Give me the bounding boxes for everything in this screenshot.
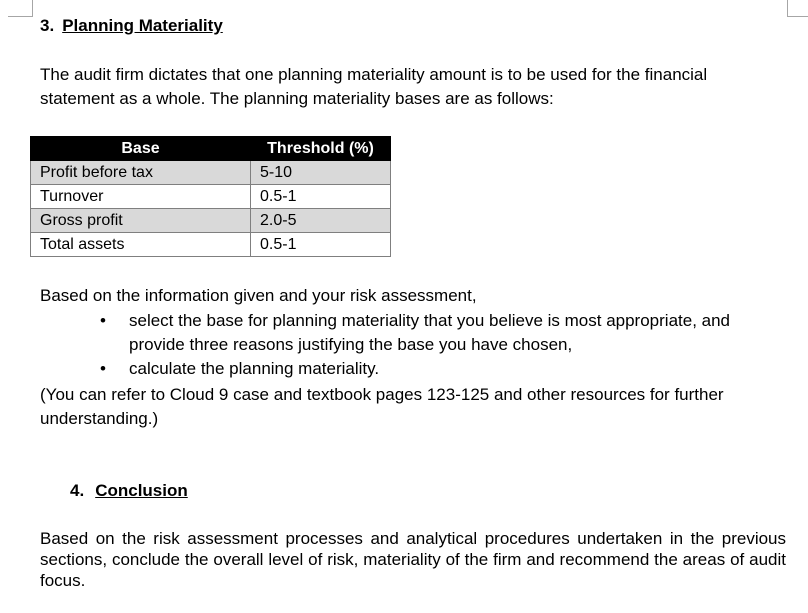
table-header-row — [31, 137, 391, 161]
task-bullet-list — [100, 309, 790, 381]
threshold-cell: 5-10 — [251, 161, 391, 185]
table-row — [31, 185, 391, 209]
reference-note: (You can refer to Cloud 9 case and textbook pages 123-125 and other resources for further understanding.) — [40, 385, 724, 428]
section-3-title: Planning Materiality — [62, 16, 223, 35]
base-cell: Gross profit — [31, 209, 251, 233]
threshold-cell: 0.5-1 — [251, 185, 391, 209]
planning-materiality-intro: The audit firm dictates that one planning materiality amount is to be used for the financial statement as a whole. The planning materiality bases are as follows: — [40, 65, 708, 108]
bullet-icon: • — [100, 359, 106, 378]
section-4-heading — [70, 481, 188, 501]
section-4-number: 4. — [70, 481, 85, 500]
base-cell: Total assets — [31, 233, 251, 257]
bullet-text: select the base for planning materiality that you believe is most appropriate, and provide three reasons justifying the base you have chosen, — [129, 311, 731, 354]
list-item — [100, 309, 790, 357]
page-corner-mark-right — [787, 0, 808, 17]
column-header-threshold: Threshold (%) — [251, 137, 391, 161]
page-corner-mark-left — [8, 0, 33, 17]
section-3-heading — [40, 16, 223, 36]
threshold-cell: 0.5-1 — [251, 233, 391, 257]
bullet-icon: • — [100, 311, 106, 330]
table-row — [31, 209, 391, 233]
section-4-title: Conclusion — [95, 481, 188, 500]
table-row — [31, 161, 391, 185]
table-row — [31, 233, 391, 257]
section-3-number: 3. — [40, 16, 55, 35]
base-cell: Profit before tax — [31, 161, 251, 185]
column-header-base: Base — [31, 137, 251, 161]
threshold-cell: 2.0-5 — [251, 209, 391, 233]
conclusion-text: Based on the risk assessment processes and analytical procedures undertaken in the previous sections, conclude the overall level of risk, materiality of the firm and recommend the areas of audit focus. — [40, 529, 786, 590]
instruction-text: Based on the information given and your risk assessment, — [40, 286, 477, 305]
base-cell: Turnover — [31, 185, 251, 209]
materiality-bases-table — [30, 136, 391, 257]
bullet-text: calculate the planning materiality. — [129, 359, 380, 378]
list-item — [100, 357, 790, 381]
